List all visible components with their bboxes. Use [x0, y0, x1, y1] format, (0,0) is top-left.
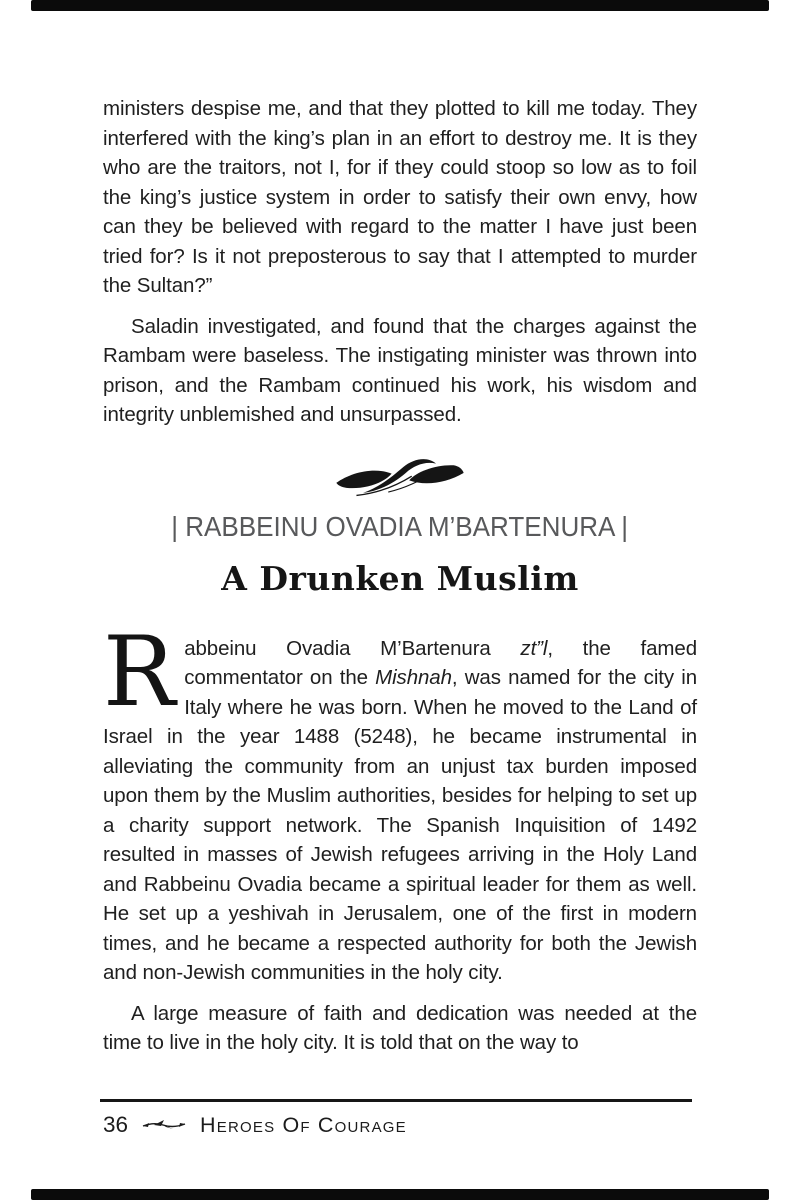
book-title: Heroes Of Courage	[200, 1112, 407, 1137]
swash-divider-icon	[333, 452, 467, 502]
section-header-text: | RABBEINU OVADIA M’BARTENURA |	[171, 510, 629, 542]
paragraph-text: , was named for the city in Italy where he was born. When he moved to the Land of Israel in the year 1488 (5248), he became instrumental in alleviating the community from an unjust tax burden imposed upon them by the Muslim authorities, besides for helping to set up a charity support network. The Spanish Inquisition of 1492 resulted in masses of Jewish refugees arriving in the Holy Land and Rabbeinu Ovadia became a spiritual leader for them as well. He set up a yeshivah in Jerusalem, one of the first in modern times, and he became a respected authority for both the Jewish and non-Jewish communities in the holy city.	[103, 666, 697, 984]
paragraph-text: , the famed commentator on the	[184, 636, 697, 689]
page-edge-top	[31, 0, 769, 11]
paragraph: A large measure of faith and dedication was needed at the time to live in the holy city. It is told that on the way to	[103, 1001, 697, 1054]
section-header	[103, 510, 697, 544]
page-number: 36	[103, 1112, 129, 1137]
page-content	[103, 94, 697, 1058]
paragraph-with-dropcap	[103, 615, 697, 988]
italic-term: Mishnah	[375, 666, 452, 689]
paragraph: Saladin investigated, and found that the charges against the Rambam were baseless. The instigating minister was thrown into prison, and the Rambam continued his work, his wisdom and integrity unblemished and unsurpassed.	[103, 314, 697, 426]
page-edge-bottom	[31, 1189, 769, 1200]
story-title: A Drunken Muslim	[221, 558, 579, 598]
paragraph: ministers despise me, and that they plotted to kill me today. They interfered with the king’s plan in an effort to destroy me. It is they who are the traitors, not I, for if they could stoop so low as to foil the king’s justice system in order to satisfy their own envy, how can they be believed with regard to the matter I have just been tried for? Is it not preposterous to say that I attempted to murder the Sultan?”	[103, 97, 697, 297]
footer-flourish-icon	[141, 1117, 187, 1133]
italic-term: zt”l	[520, 636, 548, 660]
drop-cap: R	[103, 615, 176, 728]
footer-rule	[100, 1099, 692, 1102]
paragraph-text: abbeinu Ovadia M’Bartenura	[184, 636, 521, 660]
page-footer	[103, 1112, 695, 1138]
